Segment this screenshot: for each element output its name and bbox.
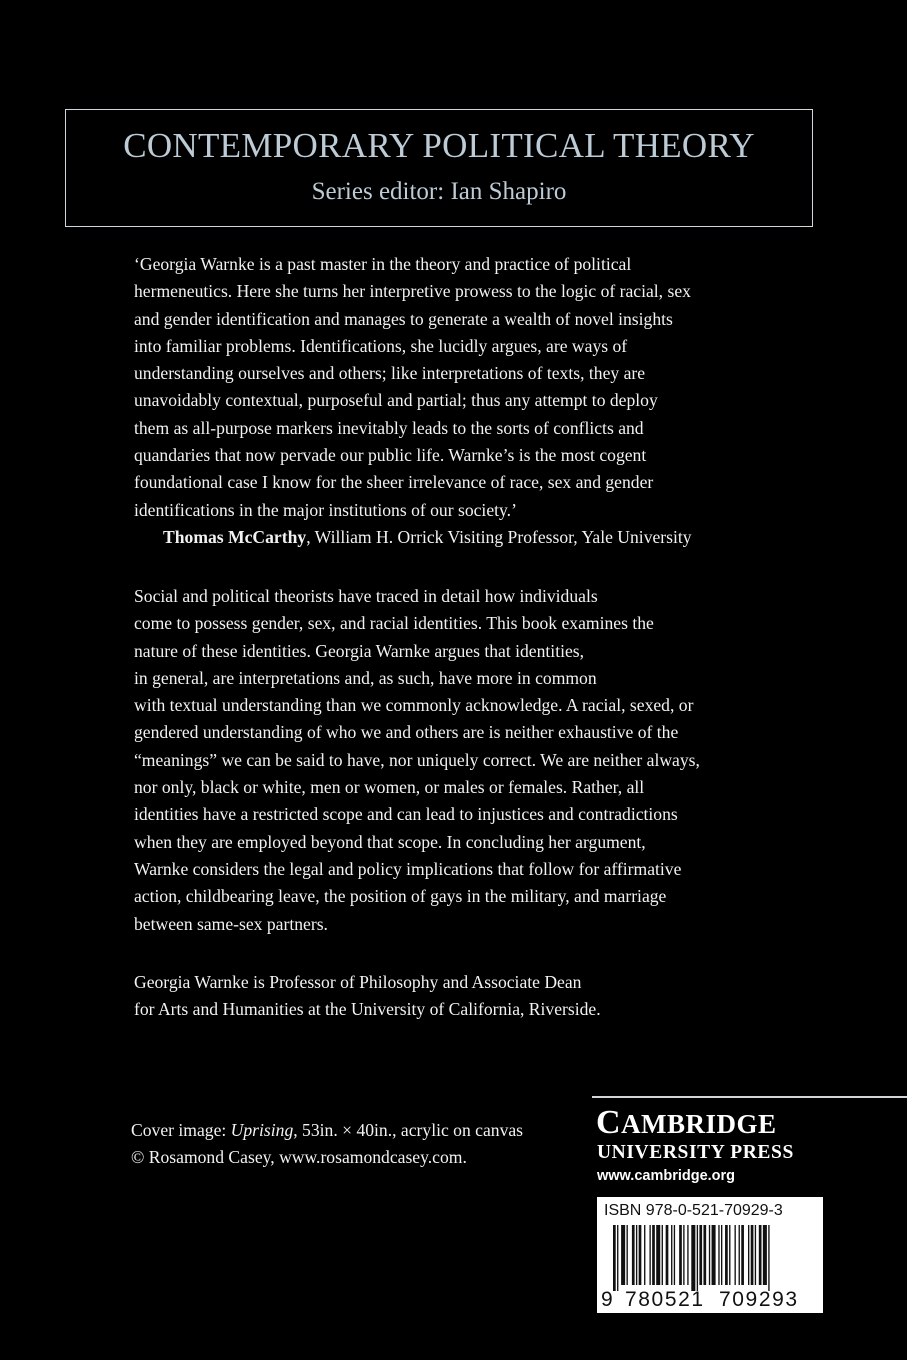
barcode-digits-right: 709293: [719, 1288, 799, 1311]
barcode-bar: [741, 1225, 744, 1285]
isbn-barcode: [597, 1197, 823, 1313]
artwork-details: , 53in. × 40in., acrylic on canvas: [293, 1120, 524, 1140]
cover-credit: [131, 1117, 523, 1172]
barcode-digits-left: 780521: [625, 1288, 705, 1311]
description-line: identities have a restricted scope and can lead to injustices and contradictions: [134, 804, 678, 825]
quote-line: ‘Georgia Warnke is a past master in the theory and practice of political: [134, 254, 632, 274]
barcode-bar: [617, 1225, 618, 1291]
barcode-bar: [683, 1225, 684, 1285]
description-line: in general, are interpretations and, as such, have more in common: [134, 667, 597, 688]
description-line: between same-sex partners.: [134, 913, 328, 934]
barcode-bar: [725, 1225, 728, 1285]
barcode-bar: [718, 1225, 719, 1285]
barcode-bar: [703, 1225, 706, 1285]
series-banner: [65, 109, 813, 227]
barcode-bar: [748, 1225, 749, 1285]
barcode-digit-first: 9: [601, 1288, 615, 1311]
quote-line: and gender identification and manages to generate a wealth of novel insights: [134, 308, 673, 329]
series-editor: Series editor: Ian Shapiro: [311, 178, 567, 205]
barcode-bar: [739, 1225, 740, 1285]
quote-line: them as all-purpose markers inevitably leads to the sorts of conflicts and: [134, 417, 644, 438]
barcode-bar: [621, 1225, 625, 1285]
quote-line: identifications in the major institutions of our society.’: [134, 499, 517, 520]
isbn-label: ISBN 978-0-521-70929-3: [604, 1202, 783, 1219]
barcode-bar: [652, 1225, 655, 1285]
description-line: “meanings” we can be said to have, nor uniquely correct. We are neither always,: [134, 749, 700, 770]
description-line: gendered understanding of who we and others are is neither exhaustive of the: [134, 722, 679, 743]
barcode-bar: [687, 1225, 688, 1285]
barcode-bar: [636, 1225, 637, 1285]
barcode-bar: [671, 1225, 672, 1285]
bio-line: for Arts and Humanities at the University of California, Riverside.: [134, 999, 601, 1020]
series-title: CONTEMPORARY POLITICAL THEORY: [123, 126, 755, 165]
barcode-bar: [674, 1225, 675, 1285]
description-line: with textual understanding than we commonly acknowledge. A racial, sexed, or: [134, 695, 694, 716]
barcode-bar: [649, 1225, 650, 1285]
barcode-bar: [613, 1225, 616, 1291]
author-bio: [134, 969, 601, 1024]
barcode-bar: [721, 1225, 722, 1285]
barcode-bar: [662, 1225, 663, 1285]
publisher-initial: C: [596, 1104, 622, 1141]
cover-credit-line-2: © Rosamond Casey, www.rosamondcasey.com.: [131, 1147, 467, 1168]
barcode-bar: [709, 1225, 710, 1285]
barcode-bar: [751, 1225, 754, 1285]
description-line: come to possess gender, sex, and racial identities. This book examines the: [134, 613, 654, 634]
endorsement-attribution: [163, 524, 692, 551]
barcode-bar: [729, 1225, 730, 1285]
publisher-subtitle: UNIVERSITY PRESS: [597, 1142, 794, 1163]
barcode-bar: [763, 1225, 767, 1285]
barcode-bar: [712, 1225, 716, 1285]
quote-line: unavoidably contextual, purposeful and partial; thus any attempt to deploy: [134, 390, 658, 411]
description-line: action, childbearing leave, the position of gays in the military, and marriage: [134, 886, 667, 907]
description-line: nor only, black or white, men or women, or males or females. Rather, all: [134, 777, 645, 798]
barcode-bar: [697, 1225, 698, 1291]
barcode-bar: [679, 1225, 682, 1285]
quote-line: quandaries that now pervade our public life. Warnke’s is the most cogent: [134, 445, 647, 466]
quote-line: foundational case I know for the sheer irrelevance of race, sex and gender: [134, 472, 654, 493]
endorsement-quote: [134, 251, 691, 524]
description-line: Social and political theorists have traced in detail how individuals: [134, 586, 598, 606]
barcode-bar: [691, 1225, 695, 1291]
barcode-bar: [632, 1225, 635, 1285]
barcode-bar: [639, 1225, 642, 1285]
book-description: [134, 583, 700, 938]
publisher-name-rest: AMBRIDGE: [621, 1109, 777, 1139]
publisher-logo: [596, 1104, 777, 1142]
artwork-title: Uprising: [230, 1120, 294, 1140]
cover-credit-prefix: Cover image:: [131, 1120, 231, 1140]
quote-line: understanding ourselves and others; like interpretations of texts, they are: [134, 363, 646, 384]
endorser-name: Thomas McCarthy: [163, 527, 307, 547]
publisher-rule: [592, 1096, 907, 1098]
barcode-bar: [627, 1225, 628, 1285]
cover-credit-line-1: [131, 1117, 523, 1144]
barcode-bar: [699, 1225, 702, 1285]
barcode-bar: [759, 1225, 762, 1285]
barcode-bar: [735, 1225, 736, 1285]
barcode-bar: [656, 1225, 660, 1285]
bio-line: Georgia Warnke is Professor of Philosophy and Associate Dean: [134, 972, 582, 992]
description-line: nature of these identities. Georgia Warnke argues that identities,: [134, 640, 585, 661]
barcode-bar: [666, 1225, 669, 1285]
endorser-affiliation: , William H. Orrick Visiting Professor, Yale University: [306, 527, 692, 547]
quote-line: into familiar problems. Identifications, she lucidly argues, are ways of: [134, 335, 628, 356]
description-line: when they are employed beyond that scope. In concluding her argument,: [134, 831, 646, 852]
barcode-bar: [755, 1225, 756, 1285]
barcode-bar: [644, 1225, 645, 1285]
barcode-bar: [768, 1225, 769, 1291]
quote-line: hermeneutics. Here she turns her interpretive prowess to the logic of racial, sex: [134, 281, 691, 302]
publisher-url: www.cambridge.org: [597, 1168, 736, 1184]
description-line: Warnke considers the legal and policy implications that follow for affirmative: [134, 858, 682, 879]
